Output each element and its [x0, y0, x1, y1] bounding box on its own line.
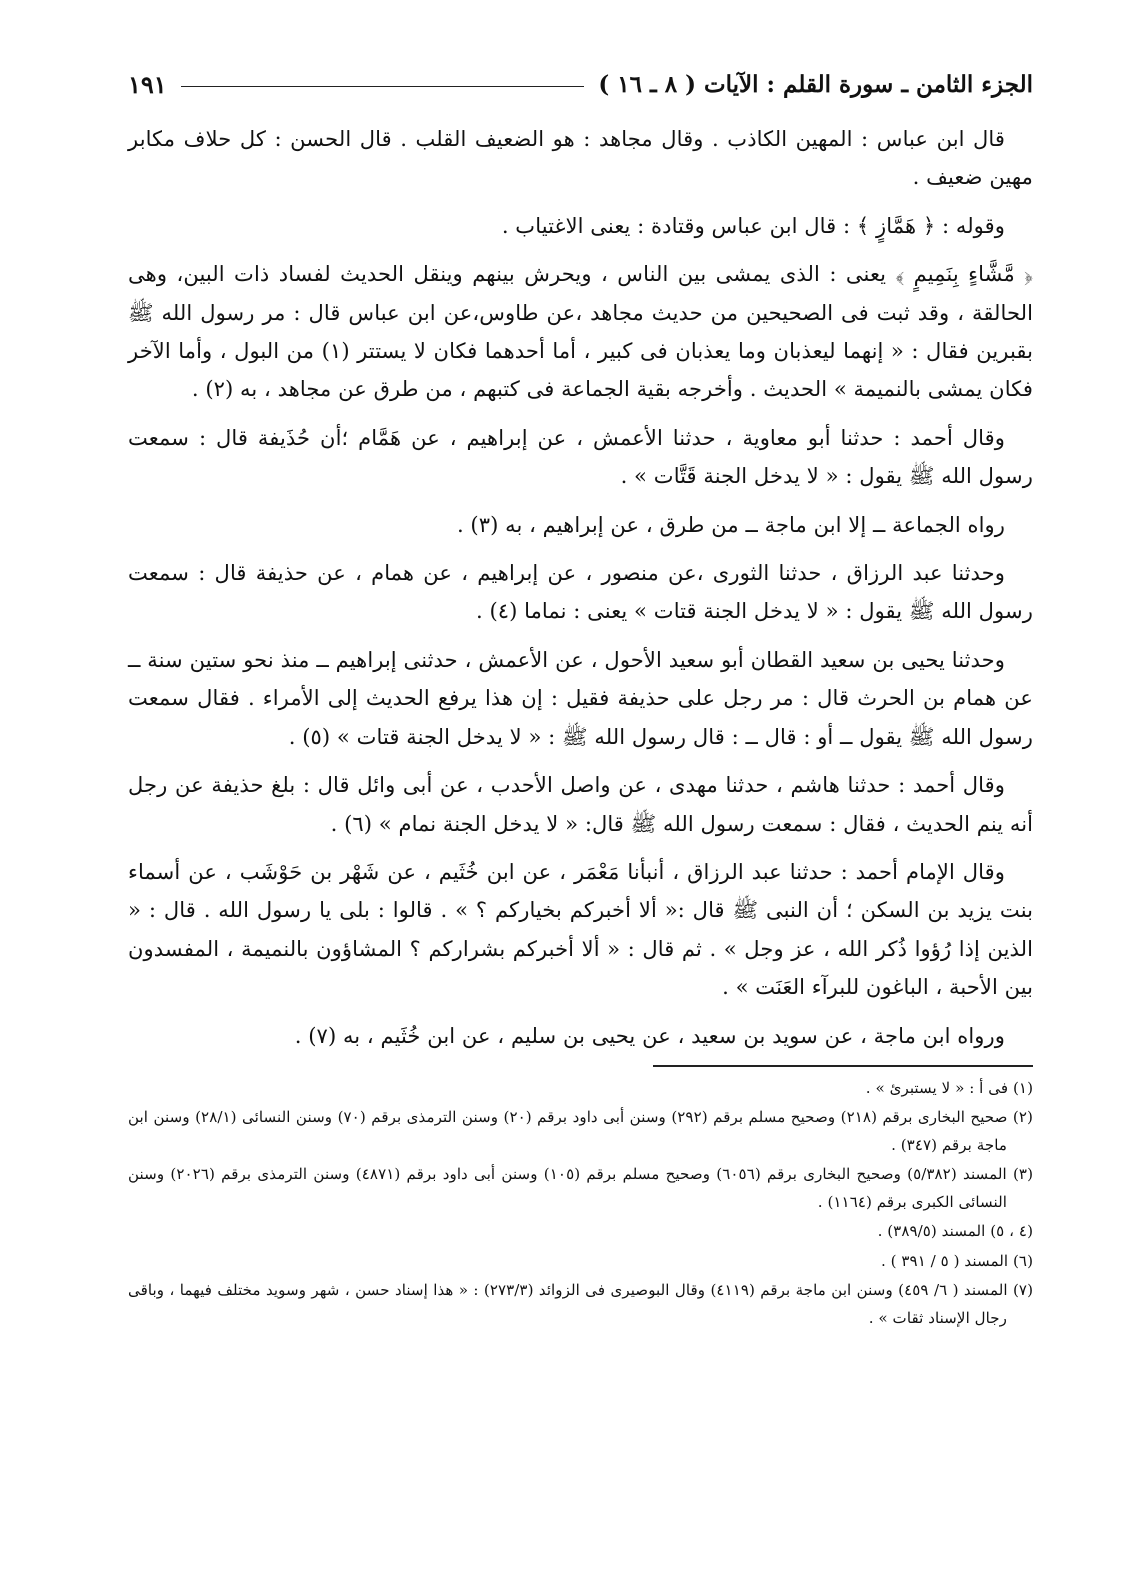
page-number: ١٩١ — [128, 69, 167, 99]
footnote-item: (٧) المسند ( ٦/ ٤٥٩) وسنن ابن ماجة برقم (٤١١٩) وقال البوصيرى فى الزوائد (٢٧٣/٣) : « هذا إسناد حسن ، شهر وسويد مختلف فيهما ، وباقى رجال الإسناد ثقات » . — [128, 1281, 1033, 1327]
header-rule — [181, 86, 585, 87]
paragraph: وحدثنا عبد الرزاق ، حدثنا الثورى ،عن منصور ، عن إبراهيم ، عن همام ، عن حذيفة قال : سمعت رسول الله ﷺ يقول : « لا يدخل الجنة قتات » يعنى : نماما (٤) . — [128, 560, 1033, 624]
running-title: الجزء الثامن ـ سورة القلم : الآيات ( ٨ ـ ١٦ ) — [598, 70, 1033, 98]
paragraph: وقال أحمد : حدثنا أبو معاوية ، حدثنا الأعمش ، عن إبراهيم ، عن هَمَّام ؛أن حُذَيفة قال : سمعت رسول الله ﷺ يقول : « لا يدخل الجنة قَتَّات » . — [128, 424, 1033, 489]
footnotes — [128, 1075, 1033, 1333]
page-header — [128, 62, 1033, 106]
paragraph: قال ابن عباس : المهين الكاذب . وقال مجاهد : هو الضعيف القلب . قال الحسن : كل حلاف مكابر مهين ضعيف . — [128, 126, 1033, 190]
main-text — [128, 120, 1033, 1055]
footnote-item: (٦) المسند ( ٥ / ٣٩١ ) . — [880, 1251, 1033, 1270]
paragraph: وقال أحمد : حدثنا هاشم ، حدثنا مهدى ، عن واصل الأحدب ، عن أبى وائل قال : بلغ حذيفة عن رجل أنه ينم الحديث ، فقال : سمعت رسول الله ﷺ قال: « لا يدخل الجنة نمام » (٦) . — [128, 772, 1033, 836]
paragraph: ورواه ابن ماجة ، عن سويد بن سعيد ، عن يحيى بن سليم ، عن ابن خُثَيم ، به (٧) . — [294, 1022, 1005, 1048]
paragraph: وقوله : ﴿ هَمَّازٍ ﴾ : قال ابن عباس وقتادة : يعنى الاغتياب . — [501, 212, 1005, 238]
paragraph: وحدثنا يحيى بن سعيد القطان أبو سعيد الأحول ، عن الأعمش ، حدثنى إبراهيم ــ منذ نحو ستين سنة ــ عن همام بن الحرث قال : مر رجل على حذيفة فقيل : إن هذا يرفع الحديث إلى الأمراء . فقال سمعت رسول الله ﷺ يقول ــ أو : قال ــ : قال رسول الله ﷺ : « لا يدخل الجنة قتات » (٥) . — [128, 646, 1033, 749]
paragraph: رواه الجماعة ــ إلا ابن ماجة ــ من طرق ، عن إبراهيم ، به (٣) . — [456, 511, 1005, 537]
paragraph: ﴿ مَّشَّاءٍ بِنَمِيمٍ ﴾ يعنى : الذى يمشى بين الناس ، ويحرش بينهم وينقل الحديث لفساد ذات البين، وهى الحالقة ، وقد ثبت فى الصحيحين من حديث مجاهد ،عن طاوس،عن ابن عباس قال : مر رسول الله ﷺ بقبرين فقال : « إنهما ليعذبان وما يعذبان فى كبير ، أما أحدهما فكان لا يستتر (١) من البول ، وأما الآخر فكان يمشى بالنميمة » الحديث . وأخرجه بقية الجماعة فى كتبهم ، من طرق عن مجاهد ، به (٢) . — [128, 261, 1033, 402]
footnote-divider — [653, 1065, 1033, 1067]
book-page — [128, 62, 1033, 1334]
paragraph: وقال الإمام أحمد : حدثنا عبد الرزاق ، أنبأنا مَعْمَر ، عن ابن خُثَيم ، عن شَهْر بن حَوْشَب ، عن أسماء بنت يزيد بن السكن ؛ أن النبى ﷺ قال :« ألا أخبركم بخياركم ؟ » . قالوا : بلى يا رسول الله . قال : « الذين إذا رُؤوا ذُكر الله ، عز وجل » . ثم قال : « ألا أخبركم بشراركم ؟ المشاؤون بالنميمة ، المفسدون بين الأحبة ، الباغون للبرآء العَنَت » . — [128, 858, 1033, 1000]
footnote-item: (٣) المسند (٥/٣٨٢) وصحيح البخارى برقم (٦٠٥٦) وصحيح مسلم برقم (١٠٥) وسنن أبى داود برقم (٤٨٧١) وسنن الترمذى برقم (٢٠٢٦) وسنن النسائى الكبرى برقم (١١٦٤) . — [128, 1165, 1033, 1211]
footnote-item: (٢) صحيح البخارى برقم (٢١٨) وصحيح مسلم برقم (٢٩٢) وسنن أبى داود برقم (٢٠) وسنن الترمذى برقم (٧٠) وسنن النسائى (٢٨/١) وسنن ابن ماجة برقم (٣٤٧) . — [128, 1108, 1033, 1154]
footnote-item: (١) فى أ : « لا يستبرئ » . — [865, 1078, 1033, 1097]
footnote-item: (٤ ، ٥) المسند (٣٨٩/٥) . — [877, 1222, 1033, 1241]
